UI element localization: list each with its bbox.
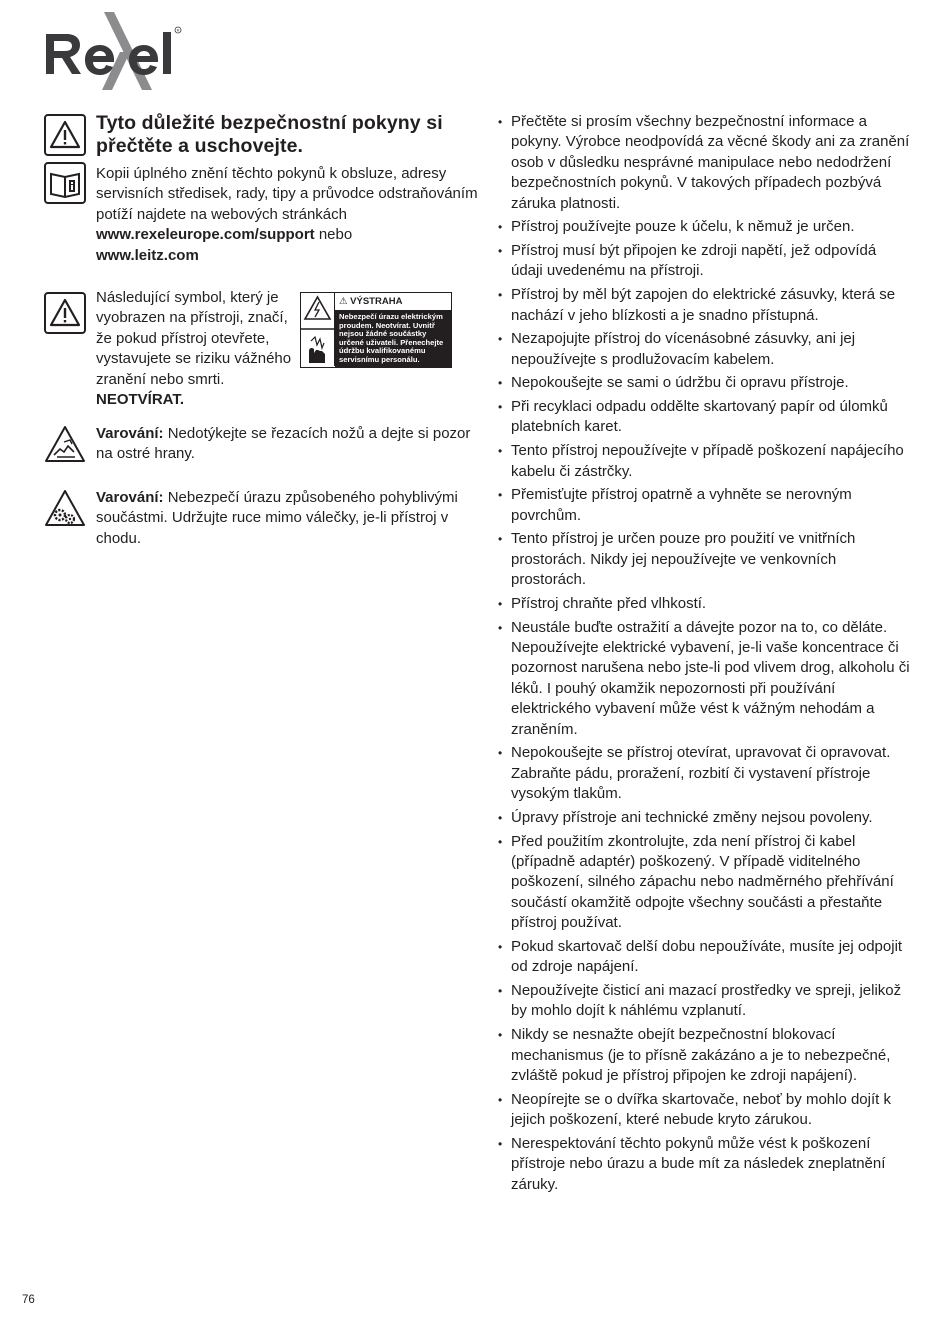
hazard-label-header — [335, 293, 451, 311]
hazard-label — [300, 292, 452, 368]
svg-text:R: R — [176, 27, 180, 33]
rexel-logo-graphic — [44, 12, 204, 92]
list-item: • Při recyklaci odpadu oddělte skartovaný papír od úlomků platebních karet. — [498, 397, 910, 438]
small-warning-icon: ⚠ — [339, 296, 348, 307]
intro-block — [44, 112, 484, 280]
gears-warning-block — [44, 488, 484, 558]
list-item: • Přístroj by měl být zapojen do elektrické zásuvky, která se nachází v jeho blízkosti a je snadno přístupná. — [498, 285, 910, 326]
hazard-label-text: Nebezpečí úrazu elektrickým proudem. Neotvírat. Uvnitř nejsou žádné součástky určené uživateli. Přenechejte údržbu kvalifikovanému servisnímu personálu. — [335, 311, 451, 367]
intro-connector: nebo — [318, 226, 353, 244]
blade-warning-block — [44, 424, 484, 484]
electric-hazard-icon — [301, 293, 335, 366]
list-item: • Tento přístroj nepoužívejte v případě poškození napájecího kabelu či zástrčky. — [498, 441, 910, 482]
intro-text: Kopii úplného znění těchto pokynů k obsluze, adresy servisních středisek, rady, tipy a průvodce odstraňováním potíží najdete na webových stránkách — [96, 165, 478, 223]
safety-bullet-list — [498, 112, 910, 1195]
warning-triangle-icon — [44, 114, 86, 156]
list-item: • Úpravy přístroje ani technické změny nejsou povoleny. — [498, 808, 910, 828]
symbol-strong: NEOTVÍRAT. — [96, 391, 185, 409]
page-number: 76 — [22, 1294, 35, 1306]
list-item: • Tento přístroj je určen pouze pro použití ve vnitřních prostorách. Nikdy jej nepoužívejte ve venkovních prostorách. — [498, 529, 910, 590]
rexel-logo — [44, 12, 204, 92]
gears-warning-label: Varování: — [96, 489, 164, 506]
cutting-blade-icon — [44, 424, 86, 466]
list-item: • Nepokoušejte se přístroj otevírat, upravovat či opravovat. Zabraňte pádu, proražení, rozbití či vystavení přístroje vysokým tlakům. — [498, 743, 910, 804]
blade-warning-paragraph — [96, 424, 484, 465]
list-item: • Přístroj používejte pouze k účelu, k němuž je určen. — [498, 217, 910, 237]
moving-parts-icon — [44, 488, 86, 530]
hazard-label-title: VÝSTRAHA — [350, 296, 403, 307]
symbol-block — [44, 288, 484, 424]
list-item: • Pokud skartovač delší dobu nepoužíváte, musíte jej odpojit od zdroje napájení. — [498, 937, 910, 978]
gears-warning-paragraph — [96, 488, 484, 549]
list-item: • Nikdy se nesnažte obejít bezpečnostní blokovací mechanismus (je to přísně zakázáno a je to nebezpečné, zvláště pokud je přístroj připojen ke zdroji napájení). — [498, 1025, 910, 1086]
list-item: • Přemisťujte přístroj opatrně a vyhněte se nerovným povrchům. — [498, 485, 910, 526]
page-heading: Tyto důležité bezpečnostní pokyny si přečtěte a uschovejte. — [96, 112, 443, 157]
symbol-text: Následující symbol, který je vyobrazen na přístroji, značí, že pokud přístroj otevřete, vystavujete se riziku vážného zranění nebo smrti. — [96, 289, 292, 388]
symbol-paragraph — [96, 288, 301, 410]
blade-warning-text: Nedotýkejte se řezacích nožů a dejte si pozor na ostré hrany. — [96, 425, 471, 463]
list-item: • Nepokoušejte se sami o údržbu či opravu přístroje. — [498, 373, 910, 393]
list-item: • Přístroj chraňte před vlhkostí. — [498, 594, 910, 614]
manual-info-icon — [44, 162, 86, 204]
intro-paragraph — [96, 164, 484, 266]
list-item: • Neustále buďte ostražití a dávejte pozor na to, co děláte. Nepoužívejte elektrické vybavení, je-li vaše koncentrace či pozornost narušena nebo jste-li pod vlivem drog, alkoholu či léků. I pouhý okamžik nepozornosti při používání elektrického vybavení může vést k vážným nehodám a zraněním. — [498, 618, 910, 740]
warning-triangle-icon — [44, 292, 86, 334]
list-item: • Nerespektování těchto pokynů může vést k poškození přístroje nebo úrazu a bude mít za následek zneplatnění záruky. — [498, 1134, 910, 1195]
gears-warning-text: Nebezpečí úrazu způsobeného pohyblivými součástmi. Udržujte ruce mimo válečky, je-li přístroj v chodu. — [96, 489, 458, 547]
support-link[interactable]: www.rexeleurope.com/support — [96, 226, 315, 244]
right-column — [498, 112, 910, 1198]
left-column — [44, 112, 484, 558]
leitz-link[interactable]: www.leitz.com — [96, 246, 199, 264]
list-item: • Přečtěte si prosím všechny bezpečnostní informace a pokyny. Výrobce neodpovídá za věcné škody ani za zranění osob v důsledku nesprávné manipulace nebo nedodržení bezpečnostních pokynů. V takových případech pozbývá záruka platnosti. — [498, 112, 910, 214]
list-item: • Nepoužívejte čisticí ani mazací prostředky ve spreji, jelikož by mohlo dojít k náhlému vzplanutí. — [498, 981, 910, 1022]
list-item: • Nezapojujte přístroj do vícenásobné zásuvky, ani jej nepoužívejte s prodlužovacím kabelem. — [498, 329, 910, 370]
list-item: • Před použitím zkontrolujte, zda není přístroj či kabel (případně adaptér) poškozený. V případě viditelného poškození, silného zápachu nebo nadměrného přehřívání součástí okamžitě odpojte všechny součásti a přestaňte přístroj používat. — [498, 832, 910, 934]
list-item: • Neopírejte se o dvířka skartovače, neboť by mohlo dojít k jejich poškození, které nebude kryto zárukou. — [498, 1090, 910, 1131]
blade-warning-label: Varování: — [96, 425, 164, 442]
list-item: • Přístroj musí být připojen ke zdroji napětí, jež odpovídá údaji uvedenému na přístroji. — [498, 241, 910, 282]
